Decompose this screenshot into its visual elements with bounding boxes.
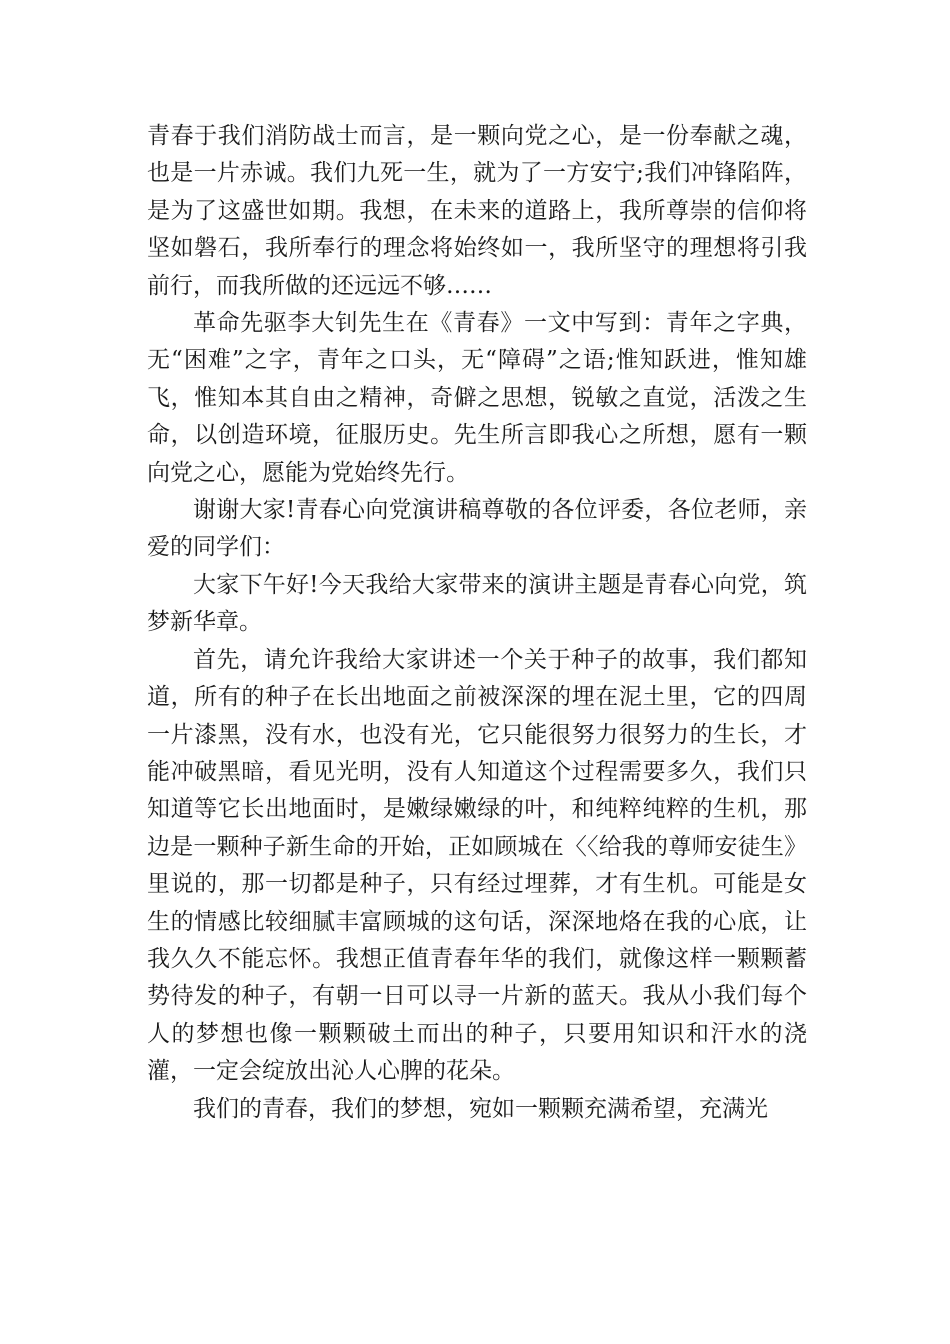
paragraph-1: 青春于我们消防战士而言，是一颗向党之心，是一份奉献之魂，也是一片赤诚。我们九死一生，就为了一方安宁;我们冲锋陷阵，是为了这盛世如期。我想，在未来的道路上，我所尊崇的信仰将坚如磐石，我所奉行的理念将始终如一，我所坚守的理想将引我前行，而我所做的还远远不够……	[147, 123, 807, 299]
paragraph-3: 谢谢大家!青春心向党演讲稿尊敬的各位评委，各位老师，亲爱的同学们：	[147, 497, 807, 561]
paragraph-4: 大家下午好!今天我给大家带来的演讲主题是青春心向党，筑梦新华章。	[147, 571, 807, 636]
paragraph-2: 革命先驱李大钊先生在《青春》一文中写到：青年之字典，无“困难”之字，青年之口头，无“障碍”之语;惟知跃进，惟知雄飞，惟知本其自由之精神，奇僻之思想，锐敏之直觉，活泼之生命，以创造环境，征服历史。先生所言即我心之所想，愿有一颗向党之心，愿能为党始终先行。	[147, 310, 807, 486]
paragraph-5: 首先，请允许我给大家讲述一个关于种子的故事，我们都知道，所有的种子在长出地面之前被深深的埋在泥土里，它的四周一片漆黑，没有水，也没有光，它只能很努力很努力的生长，才能冲破黑暗，看见光明，没有人知道这个过程需要多久，我们只知道等它长出地面时，是嫩绿嫩绿的叶，和纯粹纯粹的生机，那边是一颗种子新生命的开始，正如顾城在〈〈给我的尊师安徒生》里说的，那一切都是种子，只有经过埋葬，才有生机。可能是女生的情感比较细腻丰富顾城的这句话，深深地烙在我的心底，让我久久不能忘怀。我想正值青春年华的我们，就像这样一颗颗蓄势待发的种子，有朝一日可以寻一片新的蓝天。我从小我们每个人的梦想也像一颗颗破土而出的种子，只要用知识和汗水的浇灌，一定会绽放出沁人心脾的花朵。	[147, 646, 807, 1085]
paragraph-6: 我们的青春，我们的梦想，宛如一颗颗充满希望，充满光	[193, 1095, 768, 1122]
document-body	[147, 118, 807, 1128]
